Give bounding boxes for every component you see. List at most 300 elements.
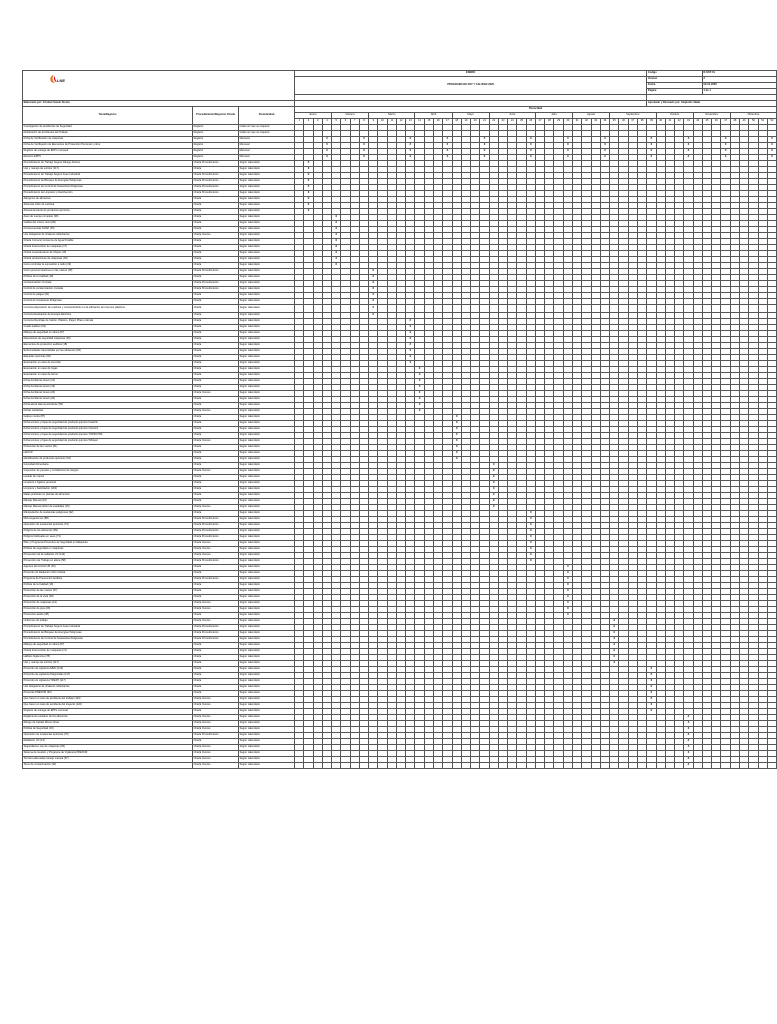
- row-tipo: Charla: [193, 511, 239, 517]
- row-periodicidad: Mensual: [239, 143, 295, 149]
- row-periodicidad: Según calendario: [239, 299, 295, 305]
- week-mark: X: [452, 451, 461, 457]
- week-mark: X: [563, 607, 572, 613]
- row-tema: Dispositivos de seguridad máquinas (15): [23, 337, 193, 343]
- row-periodicidad: Según calendario: [239, 385, 295, 391]
- week-number: 52: [767, 119, 776, 125]
- week-cell: [582, 305, 591, 313]
- row-tipo: Charla: [193, 215, 239, 221]
- row-periodicidad: Según calendario: [239, 203, 295, 209]
- week-mark: X: [304, 179, 313, 185]
- row-periodicidad: Según calendario: [239, 649, 295, 655]
- row-periodicidad: Según calendario: [239, 239, 295, 245]
- row-tema: Uniformes de trabajo: [23, 619, 193, 625]
- week-mark: X: [415, 367, 424, 373]
- week-mark: X: [322, 143, 331, 149]
- week-mark: X: [452, 421, 461, 427]
- week-number: 36: [619, 119, 628, 125]
- row-tipo: Charla: [193, 595, 239, 601]
- week-mark: X: [406, 325, 415, 331]
- row-tipo: Charla Overeo: [193, 233, 239, 239]
- fecha-label: Fecha: [647, 83, 703, 89]
- week-number: 40: [656, 119, 665, 125]
- week-mark: X: [526, 523, 535, 529]
- week-mark: X: [526, 517, 535, 523]
- row-periodicidad: Según calendario: [239, 287, 295, 293]
- week-number: 22: [489, 119, 498, 125]
- week-mark: X: [452, 445, 461, 451]
- week-cell: [526, 305, 535, 313]
- week-number: 2: [304, 119, 313, 125]
- week-mark: X: [526, 149, 535, 155]
- row-periodicidad: Según calendario: [239, 469, 295, 475]
- week-cell: [304, 305, 313, 313]
- row-tema: Procedimiento de Control de Sustancias Peligrosas: [23, 637, 193, 643]
- row-tipo: Charla: [193, 463, 239, 469]
- week-mark: X: [304, 209, 313, 215]
- row-periodicidad: Según calendario: [239, 257, 295, 263]
- row-periodicidad: Según calendario: [239, 475, 295, 481]
- week-number: 46: [712, 119, 721, 125]
- row-tipo: Charla: [193, 167, 239, 173]
- row-periodicidad: Según calendario: [239, 275, 295, 281]
- row-tipo: Charla Procedimiento: [193, 529, 239, 535]
- row-periodicidad: Según calendario: [239, 305, 295, 313]
- week-number: 16: [434, 119, 443, 125]
- week-mark: X: [526, 535, 535, 541]
- row-tema: HACCP: [23, 451, 193, 457]
- week-mark: X: [526, 137, 535, 143]
- week-cell: [332, 305, 341, 313]
- col-header-tema: Tema/Registro: [23, 107, 193, 125]
- week-mark: X: [563, 137, 572, 143]
- week-cell: [721, 305, 730, 313]
- row-periodicidad: Según calendario: [239, 529, 295, 535]
- row-tema: Correcta Evaluación de Energía Eléctrica: [23, 313, 193, 319]
- week-number: 31: [573, 119, 582, 125]
- row-periodicidad: Mensual: [239, 149, 295, 155]
- week-mark: X: [415, 385, 424, 391]
- week-mark: X: [721, 137, 730, 143]
- month-header: Noviembre: [693, 113, 730, 119]
- row-periodicidad: Según calendario: [239, 233, 295, 239]
- week-mark: X: [489, 469, 498, 475]
- row-tema: Evacuación en caso de incendio: [23, 361, 193, 367]
- week-mark: X: [406, 331, 415, 337]
- week-number: 48: [730, 119, 739, 125]
- week-mark: X: [406, 149, 415, 155]
- row-tipo: Charla: [193, 221, 239, 227]
- week-cell: [424, 305, 433, 313]
- row-tipo: Charla Procedimiento: [193, 173, 239, 179]
- week-mark: X: [526, 529, 535, 535]
- month-header: Marzo: [369, 113, 415, 119]
- month-header: Agosto: [573, 113, 610, 119]
- row-tipo: Charla Procedimiento: [193, 185, 239, 191]
- month-header: Octubre: [656, 113, 693, 119]
- row-tema: Política de la Calidad (19): [23, 583, 193, 589]
- row-tipo: Charla: [193, 203, 239, 209]
- row-tema: Procedimiento de Control de Sustancias Peligrosas: [23, 185, 193, 191]
- program-title: PROGRAMA DE SST Y CALIDAD 2025: [295, 77, 647, 95]
- week-mark: X: [304, 191, 313, 197]
- row-tema: Correcta disposición de residuos y concientización en la utilización de insumos plásticos: [23, 305, 193, 313]
- week-number: 4: [322, 119, 331, 125]
- codigo-value: R-SST-01: [702, 71, 776, 77]
- row-tipo: Charla Overeo: [193, 619, 239, 625]
- row-tema: Registro de entrega de EPP's mensual: [23, 149, 193, 155]
- week-cell: [387, 305, 396, 313]
- row-tipo: Charla: [193, 227, 239, 233]
- week-number: 10: [378, 119, 387, 125]
- week-number: 12: [396, 119, 405, 125]
- row-tipo: Charla Overeo: [193, 439, 239, 445]
- row-periodicidad: Según calendario: [239, 343, 295, 349]
- week-mark: X: [415, 373, 424, 379]
- row-periodicidad: Según calendario: [239, 439, 295, 445]
- row-tema: Inocuidad Alimentaria: [23, 463, 193, 469]
- row-tema: Cómo prevenir lesiones en las manos (18): [23, 269, 193, 275]
- week-number: 35: [610, 119, 619, 125]
- week-mark: X: [406, 337, 415, 343]
- month-header: Abril: [415, 113, 452, 119]
- week-cell: [480, 305, 489, 313]
- row-periodicidad: Mensual: [239, 155, 295, 161]
- week-mark: X: [647, 137, 656, 143]
- week-mark: X: [647, 155, 656, 161]
- row-periodicidad: Según calendario: [239, 553, 295, 559]
- week-mark: X: [406, 143, 415, 149]
- week-mark: X: [600, 143, 609, 149]
- row-periodicidad: Según calendario: [239, 251, 295, 257]
- row-tipo: Charla: [193, 373, 239, 379]
- week-mark: X: [304, 167, 313, 173]
- row-tema: Ficha Accidente Grave (19): [23, 385, 193, 391]
- week-cell: [628, 305, 637, 313]
- week-mark: X: [415, 379, 424, 385]
- row-tipo: Registro: [193, 131, 239, 137]
- row-tema: Inspección de puestos y condiciones de riesgos: [23, 469, 193, 475]
- week-mark: X: [563, 577, 572, 583]
- week-cell: [350, 305, 359, 313]
- week-mark: X: [563, 589, 572, 595]
- row-tipo: Charla: [193, 481, 239, 487]
- row-tema: Ficha de Verificación de máquinas: [23, 137, 193, 143]
- row-tema: Uso y manejo de extintor (117): [23, 167, 193, 173]
- row-tipo: Charla: [193, 487, 239, 493]
- month-header: Febrero: [332, 113, 369, 119]
- row-tema: Alérgenos de alimentos: [23, 197, 193, 203]
- week-number: 49: [739, 119, 748, 125]
- row-periodicidad: Según calendario: [239, 293, 295, 299]
- week-cell: [702, 305, 711, 313]
- row-tipo: Charla Overeo: [193, 607, 239, 613]
- fecha-value: 02-01-2025: [702, 83, 776, 89]
- row-tema: Contaminación Cruzada: [23, 281, 193, 287]
- week-mark: X: [480, 155, 489, 161]
- row-periodicidad: Según calendario: [239, 613, 295, 619]
- week-mark: X: [563, 583, 572, 589]
- row-tipo: Registro: [193, 155, 239, 161]
- month-header: Diciembre: [730, 113, 776, 119]
- row-tema: Charla Intervención de maquinas (17): [23, 245, 193, 251]
- col-header-periodo: Periocidad: [295, 107, 777, 113]
- week-mark: X: [452, 415, 461, 421]
- row-periodicidad: Según calendario: [239, 421, 295, 427]
- week-mark: X: [406, 355, 415, 361]
- row-periodicidad: Según calendario: [239, 221, 295, 227]
- row-tipo: Charla: [193, 305, 239, 313]
- row-tema: Identificación de productos químicos (91): [23, 457, 193, 463]
- row-tema: Investigación de accidentes de Seguridad: [23, 125, 193, 131]
- week-number: 8: [359, 119, 368, 125]
- week-cell: [739, 305, 748, 313]
- week-mark: X: [526, 511, 535, 517]
- week-mark: X: [332, 221, 341, 227]
- week-mark: X: [332, 227, 341, 233]
- month-header: Enero: [295, 113, 332, 119]
- row-tema: Protección de las manos (37): [23, 589, 193, 595]
- week-number: 19: [461, 119, 470, 125]
- week-mark: X: [332, 239, 341, 245]
- row-tipo: Charla Procedimiento: [193, 523, 239, 529]
- week-mark: X: [452, 439, 461, 445]
- row-tema: Política de seguridad en máquinas: [23, 547, 193, 553]
- week-number: 50: [749, 119, 758, 125]
- week-mark: X: [406, 361, 415, 367]
- row-tema: Evacuación en caso de fugas: [23, 367, 193, 373]
- row-tema: Etiquetas químicas (92): [23, 355, 193, 361]
- row-tipo: Charla Overeo: [193, 541, 239, 547]
- week-mark: X: [563, 595, 572, 601]
- row-tipo: Charla Procedimiento: [193, 631, 239, 637]
- row-tipo: Charla: [193, 319, 239, 325]
- week-mark: X: [489, 463, 498, 469]
- row-periodicidad: Según calendario: [239, 319, 295, 325]
- row-periodicidad: Según calendario: [239, 173, 295, 179]
- row-tipo: Charla: [193, 313, 239, 319]
- row-periodicidad: Según calendario: [239, 451, 295, 457]
- week-mark: X: [480, 149, 489, 155]
- row-periodicidad: Según calendario: [239, 463, 295, 469]
- row-tipo: Charla: [193, 415, 239, 421]
- week-mark: X: [304, 161, 313, 167]
- week-mark: X: [767, 143, 776, 149]
- row-periodicidad: Según calendario: [239, 263, 295, 269]
- week-mark: X: [443, 143, 452, 149]
- row-tema: Limpieza e higiene personal: [23, 481, 193, 487]
- week-number: 1: [295, 119, 304, 125]
- week-number: 23: [498, 119, 507, 125]
- row-tema: Charla Correcto Consumo de Agua Potable: [23, 239, 193, 245]
- row-periodicidad: Según calendario: [239, 331, 295, 337]
- row-periodicidad: Según calendario: [239, 403, 295, 409]
- row-tipo: Charla Procedimiento: [193, 281, 239, 287]
- week-number: 7: [350, 119, 359, 125]
- row-tema: Malas prácticas en plantas de alimentos: [23, 493, 193, 499]
- row-tema: Programa de Prevención Auditiva: [23, 577, 193, 583]
- week-cell: [508, 305, 517, 313]
- week-number: 14: [415, 119, 424, 125]
- week-mark: X: [415, 391, 424, 397]
- row-tipo: Charla: [193, 343, 239, 349]
- week-mark: X: [489, 475, 498, 481]
- week-mark: X: [332, 257, 341, 263]
- week-number: 26: [526, 119, 535, 125]
- row-tema: Protección asalto (38): [23, 613, 193, 619]
- week-cell: [730, 305, 739, 313]
- week-mark: X: [600, 155, 609, 161]
- row-tipo: Charla Overeo: [193, 553, 239, 559]
- week-cell: [471, 305, 480, 313]
- week-mark: X: [359, 143, 368, 149]
- week-mark: X: [415, 409, 424, 415]
- week-mark: X: [489, 505, 498, 511]
- week-cell: [322, 305, 331, 313]
- company-name: ENERO: [295, 71, 647, 77]
- week-cell: [637, 305, 646, 313]
- row-tema: Charla Intervención de maquinas (17): [23, 649, 193, 655]
- week-mark: X: [369, 281, 378, 287]
- row-tipo: Charla Overeo: [193, 505, 239, 511]
- row-tipo: Charla: [193, 499, 239, 505]
- row-periodicidad: Según calendario: [239, 565, 295, 571]
- week-mark: X: [721, 149, 730, 155]
- row-tipo: Registro: [193, 137, 239, 143]
- row-periodicidad: Según calendario: [239, 601, 295, 607]
- row-tipo: Registro: [193, 143, 239, 149]
- row-tema: Cuello auditivo (91): [23, 325, 193, 331]
- week-mark: X: [526, 547, 535, 553]
- row-periodicidad: Según calendario: [239, 511, 295, 517]
- week-cell: [396, 305, 405, 313]
- row-tema: Microorganismos (88): [23, 517, 193, 523]
- row-periodicidad: Según calendario: [239, 487, 295, 493]
- week-number: 15: [424, 119, 433, 125]
- row-tema: Evacuación en caso de sismo: [23, 373, 193, 379]
- week-mark: X: [369, 299, 378, 305]
- week-cell: [443, 305, 452, 313]
- week-cell: [489, 305, 498, 313]
- row-tipo: Charla: [193, 589, 239, 595]
- week-mark: X: [721, 155, 730, 161]
- row-tema: Protección de las manos (61): [23, 445, 193, 451]
- company-logo-icon: [48, 74, 72, 84]
- week-mark: X: [369, 287, 378, 293]
- week-mark: X: [332, 233, 341, 239]
- row-tema: Manejo Manual (dolor de espaldas) (15): [23, 505, 193, 511]
- row-tipo: Charla Procedimiento: [193, 577, 239, 583]
- row-periodicidad: Según calendario: [239, 161, 295, 167]
- row-periodicidad: Según calendario: [239, 227, 295, 233]
- row-tema: Procedimiento de Bloqueo de Energías Peligrosas: [23, 631, 193, 637]
- row-tema: Manipulación de sustancias peligrosas (92): [23, 511, 193, 517]
- week-mark: X: [489, 487, 498, 493]
- row-tipo: Charla: [193, 475, 239, 481]
- week-mark: X: [563, 565, 572, 571]
- week-cell: [535, 305, 544, 313]
- week-mark: X: [600, 149, 609, 155]
- week-number: 30: [563, 119, 572, 125]
- week-mark: X: [610, 631, 619, 637]
- row-periodicidad: Según calendario: [239, 325, 295, 331]
- week-mark: X: [443, 155, 452, 161]
- row-periodicidad: Mensual: [239, 137, 295, 143]
- row-periodicidad: Según calendario: [239, 415, 295, 421]
- week-number: 44: [693, 119, 702, 125]
- week-number: 13: [406, 119, 415, 125]
- week-cell: [452, 305, 461, 313]
- row-periodicidad: Según calendario: [239, 337, 295, 343]
- row-tema: Ficha técnica y hojas de seguridad de producto químico Clorotric: [23, 427, 193, 433]
- row-tema: Almacenamiento de productos químicos: [23, 209, 193, 215]
- row-tipo: Charla: [193, 427, 239, 433]
- row-periodicidad: Según calendario: [239, 583, 295, 589]
- week-number: 25: [517, 119, 526, 125]
- row-periodicidad: Según calendario: [239, 185, 295, 191]
- table-row: [23, 305, 777, 313]
- week-mark: X: [452, 427, 461, 433]
- row-periodicidad: Según calendario: [239, 245, 295, 251]
- row-periodicidad: Según calendario: [239, 607, 295, 613]
- row-tema: Aseo de cuerpo completo (39): [23, 215, 193, 221]
- row-periodicidad: Según calendario: [239, 535, 295, 541]
- row-tipo: Charla: [193, 245, 239, 251]
- row-tipo: Charla: [193, 197, 239, 203]
- row-periodicidad: Según calendario: [239, 355, 295, 361]
- week-mark: X: [369, 269, 378, 275]
- row-tipo: Charla: [193, 257, 239, 263]
- row-tema: Uso obligatorio de chalecos reflectantes: [23, 233, 193, 239]
- row-periodicidad: Según calendario: [239, 541, 295, 547]
- row-tipo: Charla: [193, 565, 239, 571]
- week-mark: X: [526, 155, 535, 161]
- week-mark: X: [452, 457, 461, 463]
- row-tema: Ficha alerta alarma accidente (59): [23, 403, 193, 409]
- week-mark: X: [526, 143, 535, 149]
- row-tipo: Charla: [193, 349, 239, 355]
- row-tipo: Charla: [193, 613, 239, 619]
- week-cell: [767, 305, 776, 313]
- row-tema: Peligros habituales en aseo (71): [23, 535, 193, 541]
- week-mark: X: [563, 143, 572, 149]
- row-tema: Diálogo de seguridad en altura (57): [23, 331, 193, 337]
- row-tipo: Charla: [193, 457, 239, 463]
- row-tema: Control de plagas (91): [23, 293, 193, 299]
- week-mark: X: [684, 137, 693, 143]
- row-tipo: Charla: [193, 367, 239, 373]
- col-header-procedimiento: Procedimiento/Registro/ Charla: [193, 107, 239, 125]
- week-number: 43: [684, 119, 693, 125]
- week-cell: [341, 305, 350, 313]
- row-tipo: Charla Procedimiento: [193, 179, 239, 185]
- week-mark: X: [406, 319, 415, 325]
- week-mark: X: [332, 251, 341, 257]
- row-tema: Operación de sustancias químicas (74): [23, 523, 193, 529]
- week-mark: X: [322, 137, 331, 143]
- week-mark: X: [332, 263, 341, 269]
- row-tema: Control de contaminación cruzada: [23, 287, 193, 293]
- row-periodicidad: Según calendario: [239, 589, 295, 595]
- row-tema: Agentes del control UR (16): [23, 565, 193, 571]
- month-header: Mayo: [452, 113, 489, 119]
- row-periodicidad: Según calendario: [239, 625, 295, 631]
- approved-by: Aprobado y Revisado por: Alejandro Nada: [647, 101, 777, 107]
- week-mark: X: [304, 173, 313, 179]
- week-cell: [600, 305, 609, 313]
- row-tipo: Charla Procedimiento: [193, 191, 239, 197]
- pagina-label: Pagina: [647, 89, 703, 95]
